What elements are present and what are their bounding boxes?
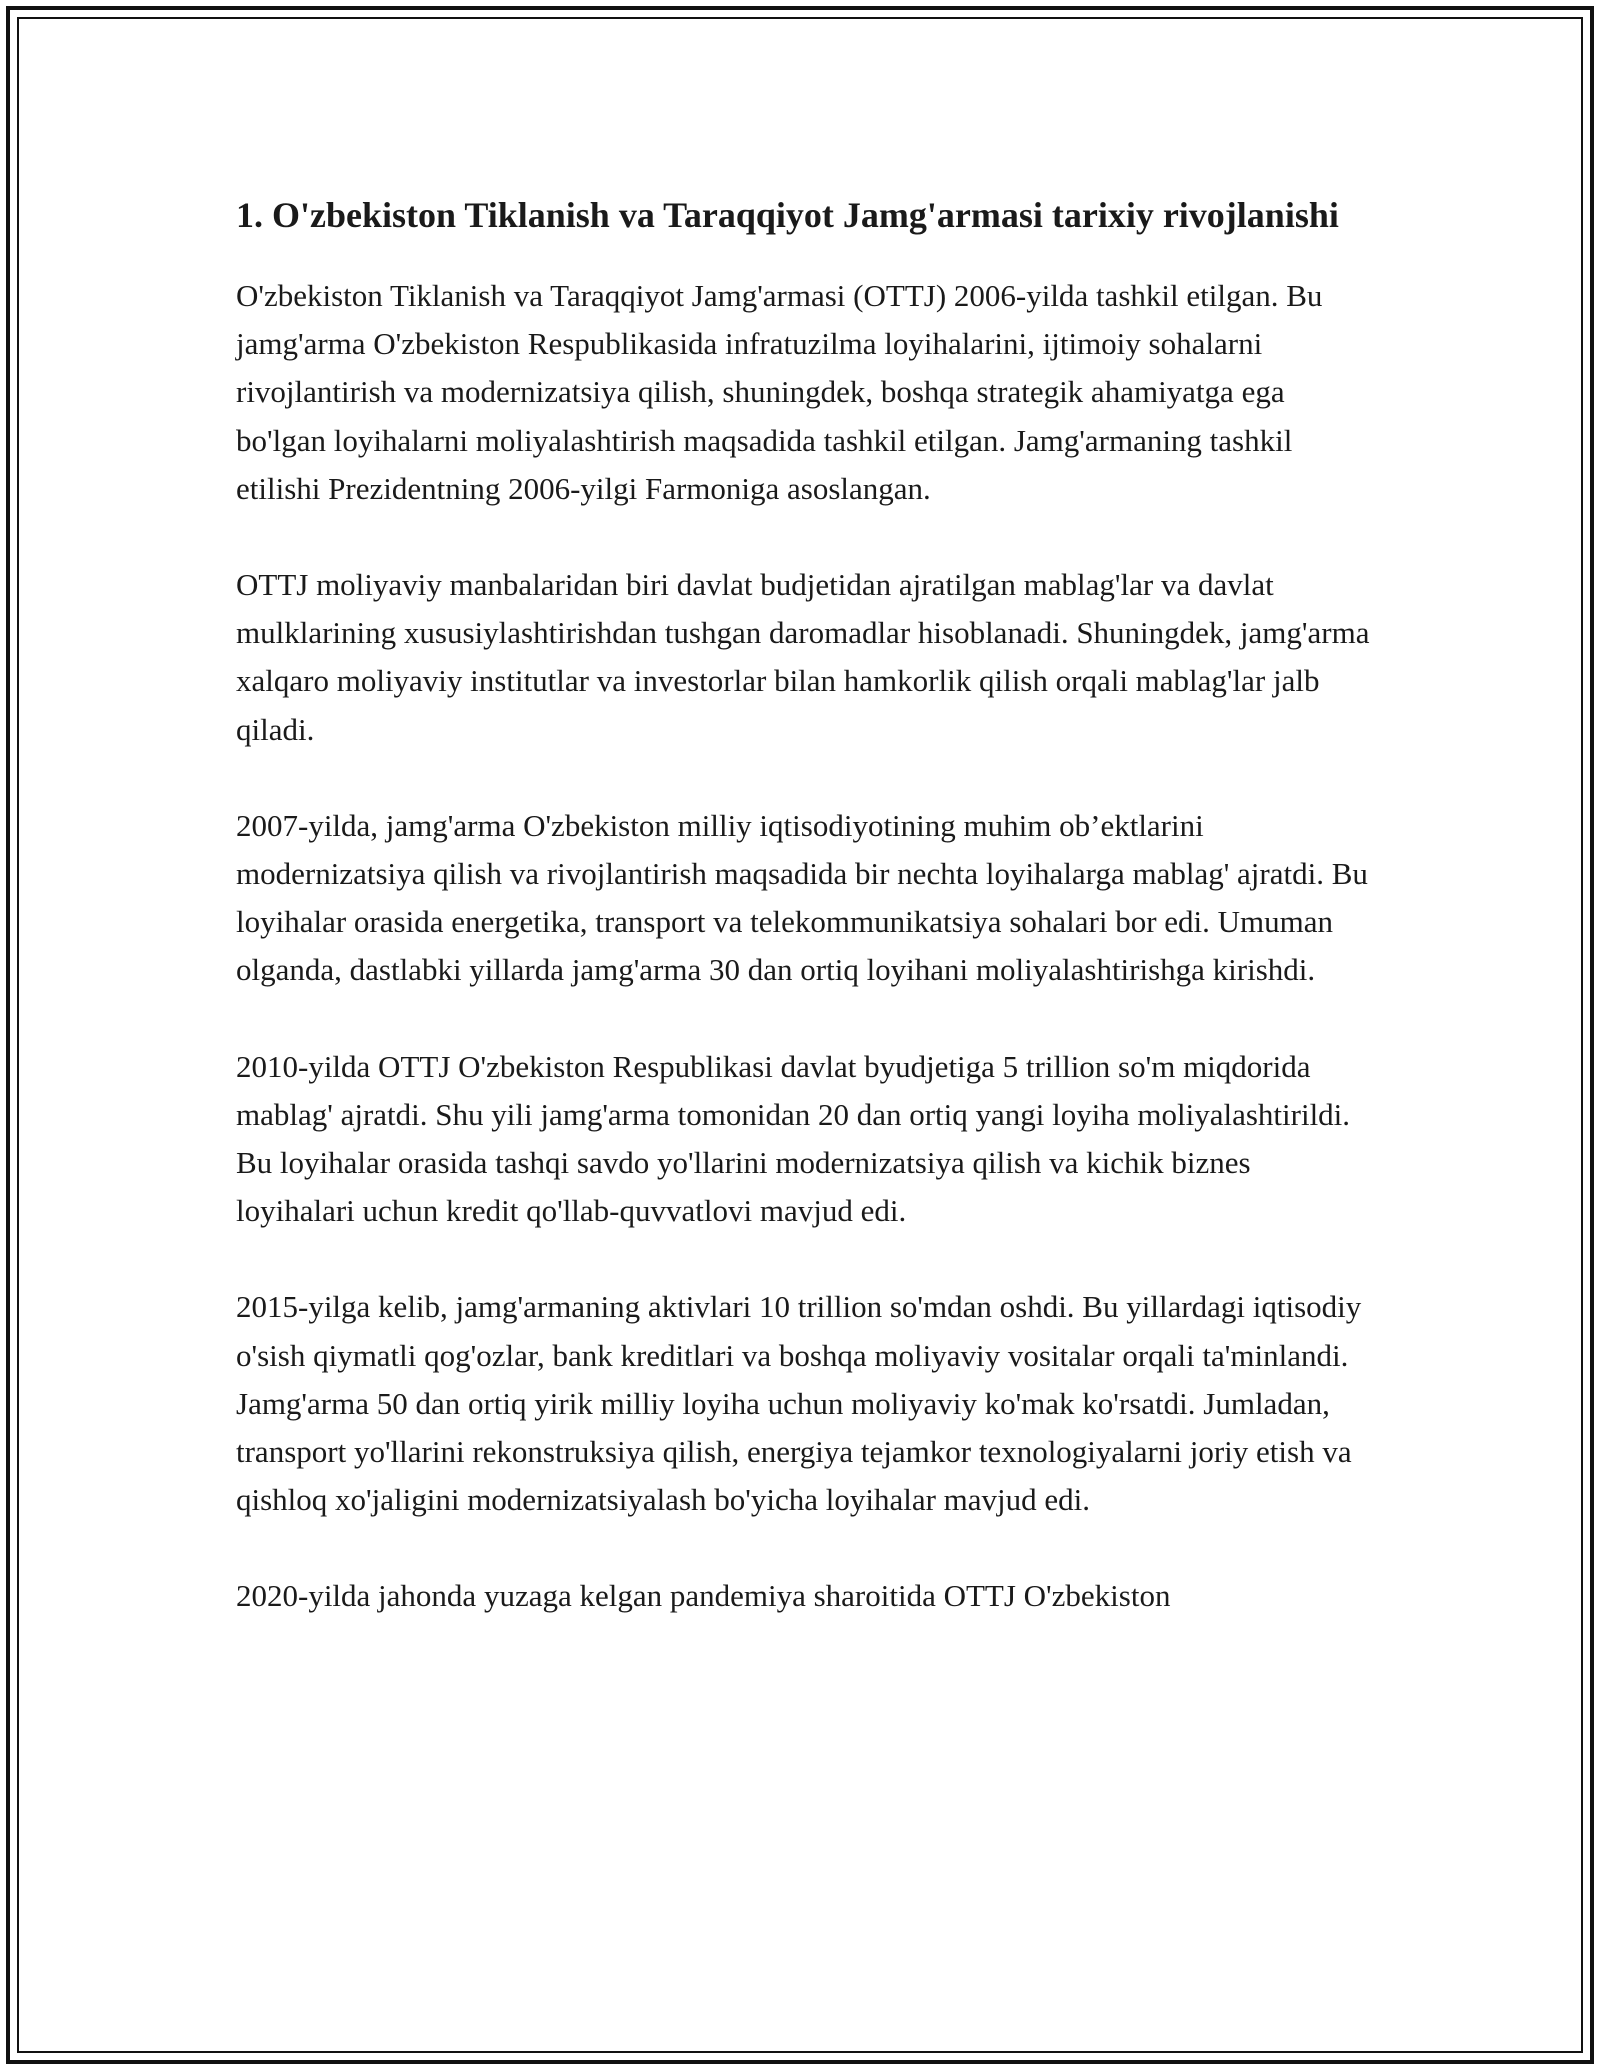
paragraph-2020: 2020-yilda jahonda yuzaga kelgan pandemiya sharoitida OTTJ O'zbekiston: [236, 1578, 1171, 1614]
document-body: [236, 188, 1376, 1669]
paragraph-funding-sources: OTTJ moliyaviy manbalaridan biri davlat budjetidan ajratilgan mablag'lar va davlat mulklarining xususiylashtirishdan tushgan daromadlar hisoblanadi. Shuningdek, jamg'arma xalqaro moliyaviy institutlar va investorlar bilan hamkorlik qilish orqali mablag'lar jalb qiladi.: [236, 567, 1370, 747]
section-heading: 1. O'zbekiston Tiklanish va Taraqqiyot Jamg'armasi tarixiy rivojlanishi: [236, 195, 1339, 235]
paragraph-founding: O'zbekiston Tiklanish va Taraqqiyot Jamg'armasi (OTTJ) 2006-yilda tashkil etilgan. Bu jamg'arma O'zbekiston Respublikasida infratuzilma loyihalarini, ijtimoiy sohalarni rivojlantirish va modernizatsiya qilish, shuningdek, boshqa strategik ahamiyatga ega bo'lgan loyihalarni moliyalashtirish maqsadida tashkil etilgan. Jamg'armaning tashkil etilishi Prezidentning 2006-yilgi Farmoniga asoslangan.: [236, 278, 1323, 506]
paragraph-2010: 2010-yilda OTTJ O'zbekiston Respublikasi davlat byudjetiga 5 trillion so'm miqdorida mablag' ajratdi. Shu yili jamg'arma tomonidan 20 dan ortiq yangi loyiha moliyalashtirildi. Bu loyihalar orasida tashqi savdo yo'llarini modernizatsiya qilish va kichik biznes loyihalari uchun kredit qo'llab-quvvatlovi mavjud edi.: [236, 1048, 1351, 1229]
paragraph-2015: 2015-yilga kelib, jamg'armaning aktivlari 10 trillion so'mdan oshdi. Bu yillardagi iqtisodiy o'sish qiymatli qog'ozlar, bank kreditlari va boshqa moliyaviy vositalar orqali ta'minlandi. Jamg'arma 50 dan ortiq yirik milliy loyiha uchun moliyaviy ko'mak ko'rsatdi. Jumladan, transport yo'llarini rekonstruksiya qilish, energiya tejamkor texnologiyalarni joriy etish va qishloq xo'jaligini modernizatsiyalash bo'yicha loyihalar mavjud edi.: [236, 1289, 1362, 1518]
paragraph-2007: 2007-yilda, jamg'arma O'zbekiston milliy iqtisodiyotining muhim ob’ektlarini modernizatsiya qilish va rivojlantirish maqsadida bir nechta loyihalarga mablag' ajratdi. Bu loyihalar orasida energetika, transport va telekommunikatsiya sohalari bor edi. Umuman olganda, dastlabki yillarda jamg'arma 30 dan ortiq loyihani moliyalashtirishga kirishdi.: [236, 807, 1368, 988]
